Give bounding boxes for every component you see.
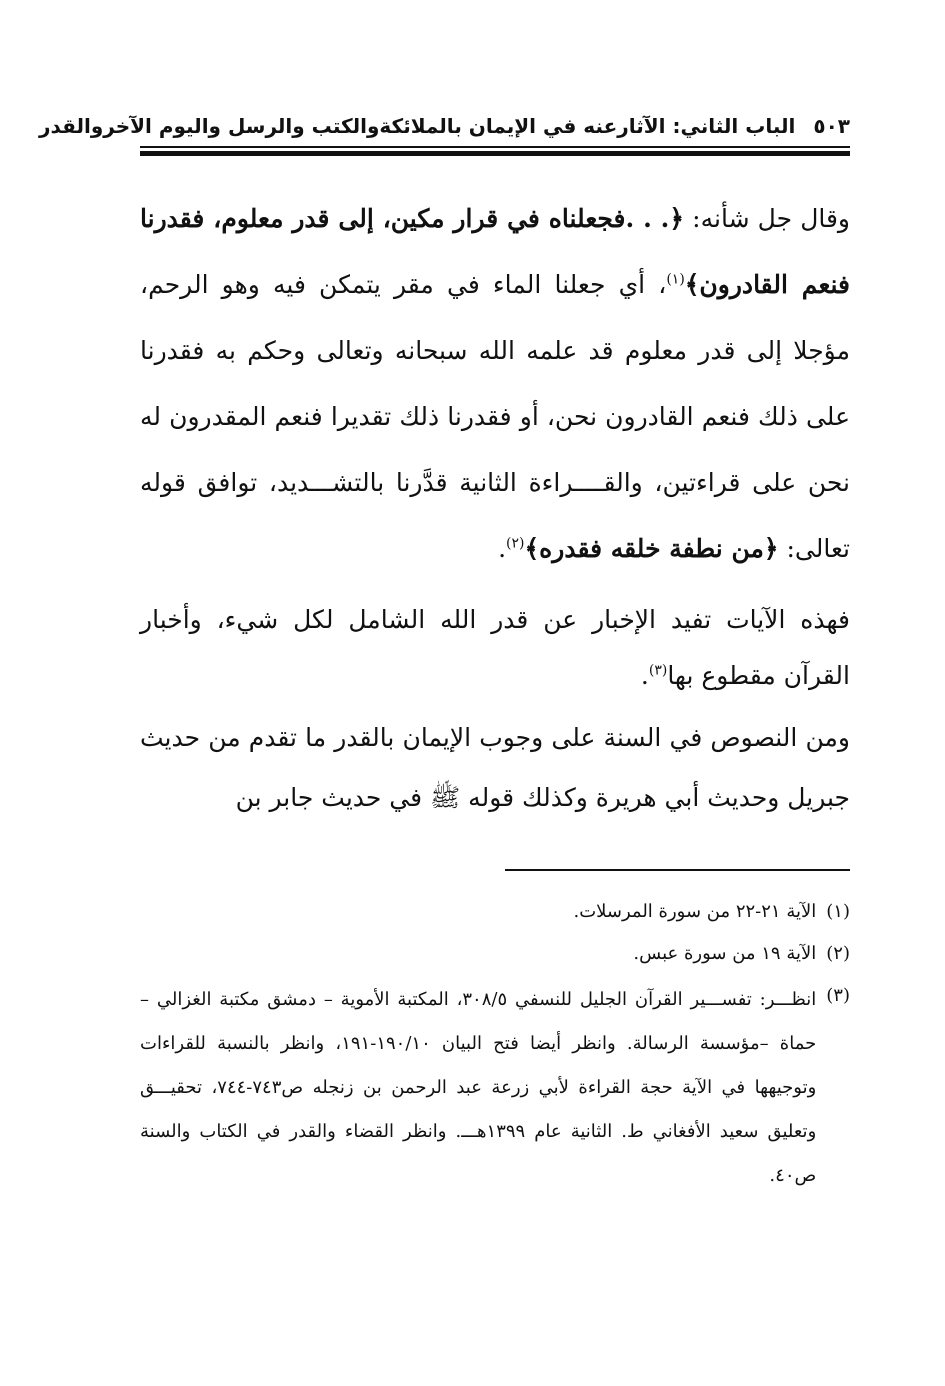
paragraph-1 — [140, 186, 850, 582]
p1-commentary: ، أي جعلنا الماء في مقر يتمكن فيه وهو الرحم، مؤجلا إلى قدر معلوم قد علمه الله سبحانه وتعالى وحكم به فقدرنا على ذلك فنعم القادرون نحن، أو فقدرنا ذلك تقديرا فنعم المقدرون له نحن على قراءتين، والقــــراءة الثانية قدَّرنا بالتشـــديد، توافق قوله تعالى: — [140, 270, 850, 563]
running-header — [39, 108, 850, 144]
quran-verse-1: ﴿. . .فجعلناه في قرار مكين، إلى قدر معلوم، فقدرنا فنعم القادرون﴾ — [140, 204, 850, 299]
footnote-number: (٣) — [826, 985, 850, 1006]
footnote-separator — [505, 869, 850, 871]
p1-end: . — [498, 534, 507, 563]
p2-end: . — [640, 661, 649, 690]
header-rule-thick — [140, 151, 850, 156]
footnote-2 — [140, 936, 850, 972]
quran-verse-2: ﴿من نطفة خلقه فقدره﴾ — [524, 534, 779, 563]
p1-intro: وقال جل شأنه: — [684, 204, 850, 233]
p2-text: فهذه الآيات تفيد الإخبار عن قدر الله الشامل لكل شيء، وأخبار القرآن مقطوع بها — [140, 605, 850, 690]
footnote-ref-3: (٣) — [648, 662, 668, 679]
footnote-ref-2: (٢) — [506, 535, 525, 552]
footnotes — [140, 894, 850, 1204]
paragraph-2 — [140, 592, 850, 704]
header-rule-thin — [140, 146, 850, 148]
main-text — [140, 186, 850, 828]
footnote-text: الآية ١٩ من سورة عبس. — [633, 943, 817, 964]
footnote-number: (١) — [826, 901, 850, 922]
footnote-text: انظـــر: تفســـير القرآن الجليل للنسفي ٣٠٨/٥، المكتبة الأموية – دمشق مكتبة الغزالي –حماة –مؤسسة الرسالة. وانظر أيضا فتح البيان ١٩٠/١٠-١٩١، وانظر بالنسبة للقراءات وتوجيهها في الآية حجة القراءة لأبي زرعة عبد الرحمن بن زنجله ص٧٤٣-٧٤٤، تحقيـــق وتعليق سعيد الأفغاني ط. الثانية عام ١٣٩٩هـــ. وانظر القضاء والقدر في الكتاب والسنة ص٤٠. — [140, 989, 817, 1186]
footnote-ref-1: (١) — [666, 271, 685, 288]
p3-text: ومن النصوص في السنة على وجوب الإيمان بالقدر ما تقدم من حديث جبريل وحديث أبي هريرة وكذلك قوله ﷺ في حديث جابر بن — [140, 723, 850, 812]
paragraph-3 — [140, 708, 850, 828]
footnote-number: (٢) — [826, 943, 850, 964]
footnote-text: الآية ٢١-٢٢ من سورة المرسلات. — [573, 901, 817, 922]
page-number: ٥٠٣ — [813, 114, 850, 138]
footnote-1 — [140, 894, 850, 930]
footnote-3 — [140, 978, 850, 1198]
chapter-title: الباب الثاني: الآثارعنه في الإيمان بالملائكةوالكتب والرسل واليوم الآخروالقدر — [39, 114, 796, 138]
